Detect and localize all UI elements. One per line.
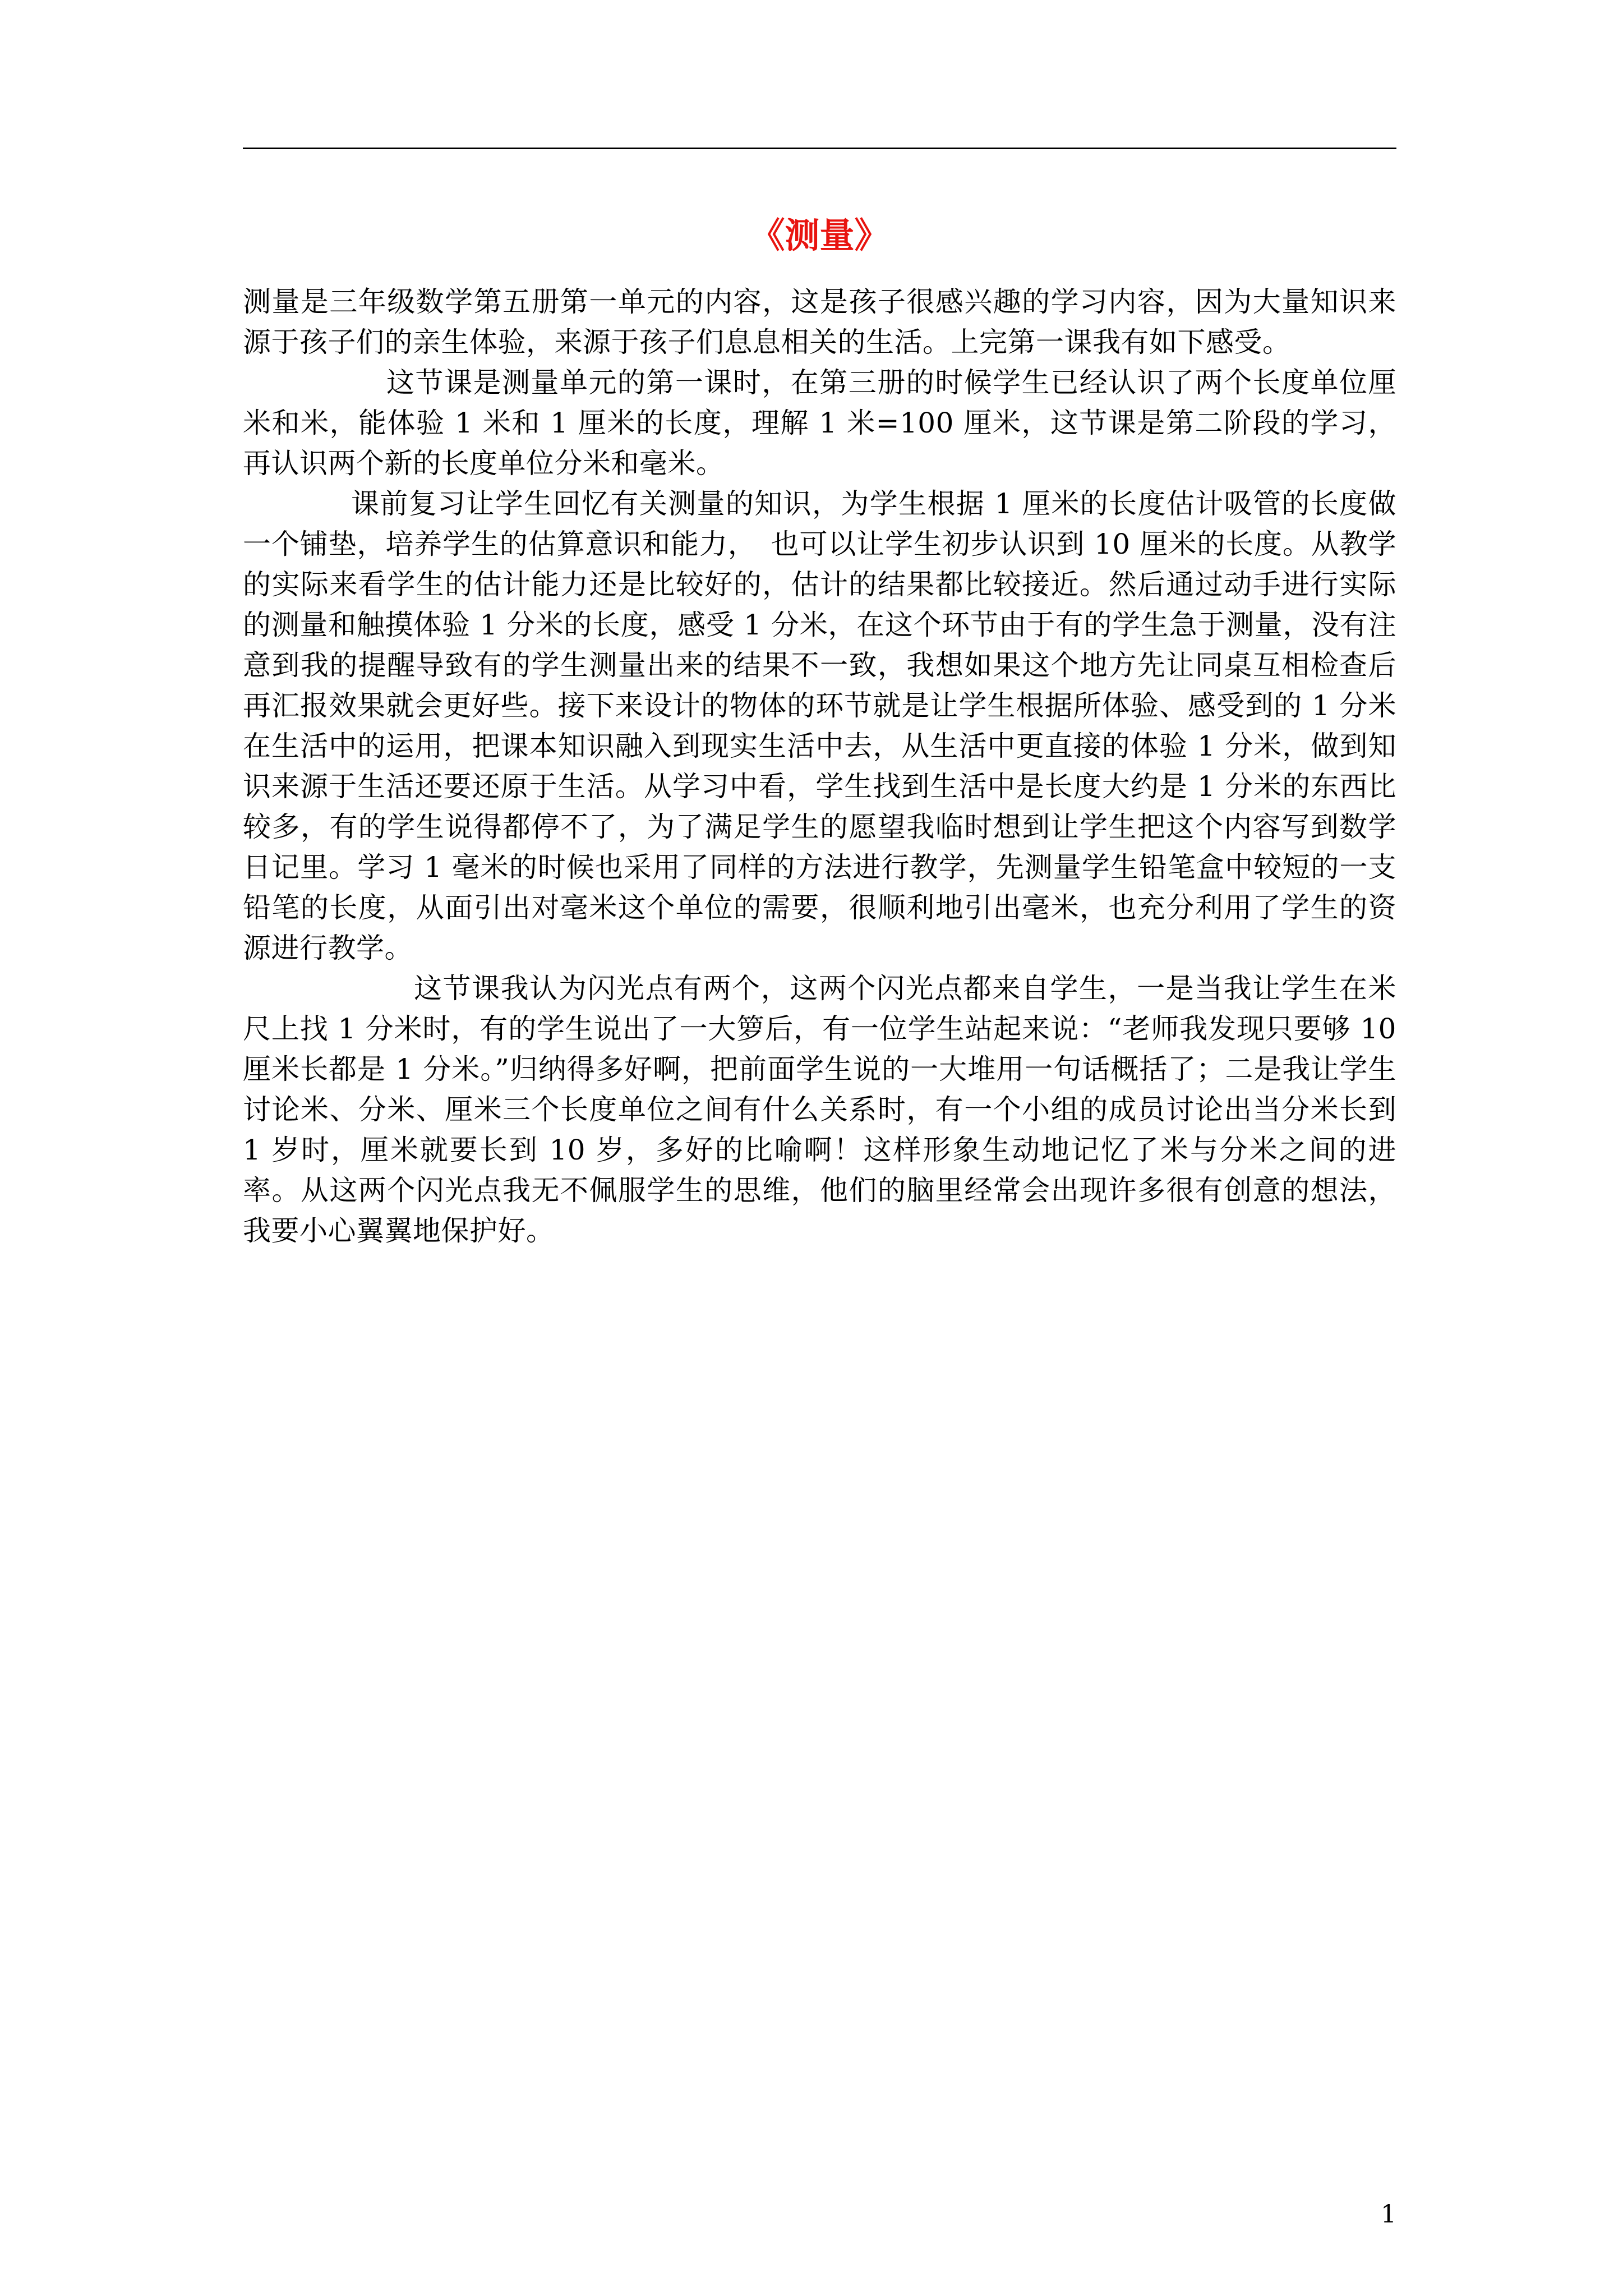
page-number: 1: [1381, 2200, 1396, 2229]
paragraph-intro: 测量是三年级数学第五册第一单元的内容，这是孩子很感兴趣的学习内容，因为大量知识来源于孩子们的亲生体验，来源于孩子们息息相关的生活。上完第一课我有如下感受。: [243, 286, 1396, 358]
document-title: 《测量》: [750, 215, 889, 256]
paragraph-highlights: 这节课我认为闪光点有两个，这两个闪光点都来自学生，一是当我让学生在米尺上找 1 分米时，有的学生说出了一大箩后，有一位学生站起来说：“老师我发现只要够 10 厘米长都是 1 分米。”归纳得多好啊，把前面学生说的一大堆用一句话概括了；二是我让学生讨论米、分米、厘米三个长度单位之间有什么关系时，有一个小组的成员讨论出当分米长到 1 岁时，厘米就要长到 10 岁，多好的比喻啊！这样形象生动地记忆了米与分米之间的进率。从这两个闪光点我无不佩服学生的思维，他们的脑里经常会出现许多很有创意的想法，我要小心翼翼地保护好。: [243, 972, 1396, 1247]
paragraph-lesson-overview: 这节课是测量单元的第一课时，在第三册的时候学生已经认识了两个长度单位厘米和米，能体验 1 米和 1 厘米的长度，理解 1 米=100 厘米，这节课是第二阶段的学习，再认识两个新的长度单位分米和毫米。: [243, 366, 1396, 480]
paragraph-teaching-process: 课前复习让学生回忆有关测量的知识，为学生根据 1 厘米的长度估计吸管的长度做一个铺垫，培养学生的估算意识和能力， 也可以让学生初步认识到 10 厘米的长度。从教学的实际来看学生的估计能力还是比较好的，估计的结果都比较接近。然后通过动手进行实际的测量和触摸体验 1 分米的长度，感受 1 分米，在这个环节由于有的学生急于测量，没有注意到我的提醒导致有的学生测量出来的结果不一致，我想如果这个地方先让同桌互相检查后再汇报效果就会更好些。接下来设计的物体的环节就是让学生根据所体验、感受到的 1 分米在生活中的运用，把课本知识融入到现实生活中去，从生活中更直接的体验 1 分米，做到知识来源于生活还要还原于生活。从学习中看，学生找到生活中是长度大约是 1 分米的东西比较多，有的学生说得都停不了，为了满足学生的愿望我临时想到让学生把这个内容写到数学日记里。学习 1 毫米的时候也采用了同样的方法进行教学，先测量学生铅笔盒中较短的一支铅笔的长度，从面引出对毫米这个单位的需要，很顺利地引出毫米，也充分利用了学生的资源进行教学。: [243, 487, 1396, 964]
header-rule: [243, 148, 1396, 149]
document-body: [243, 282, 1396, 1251]
